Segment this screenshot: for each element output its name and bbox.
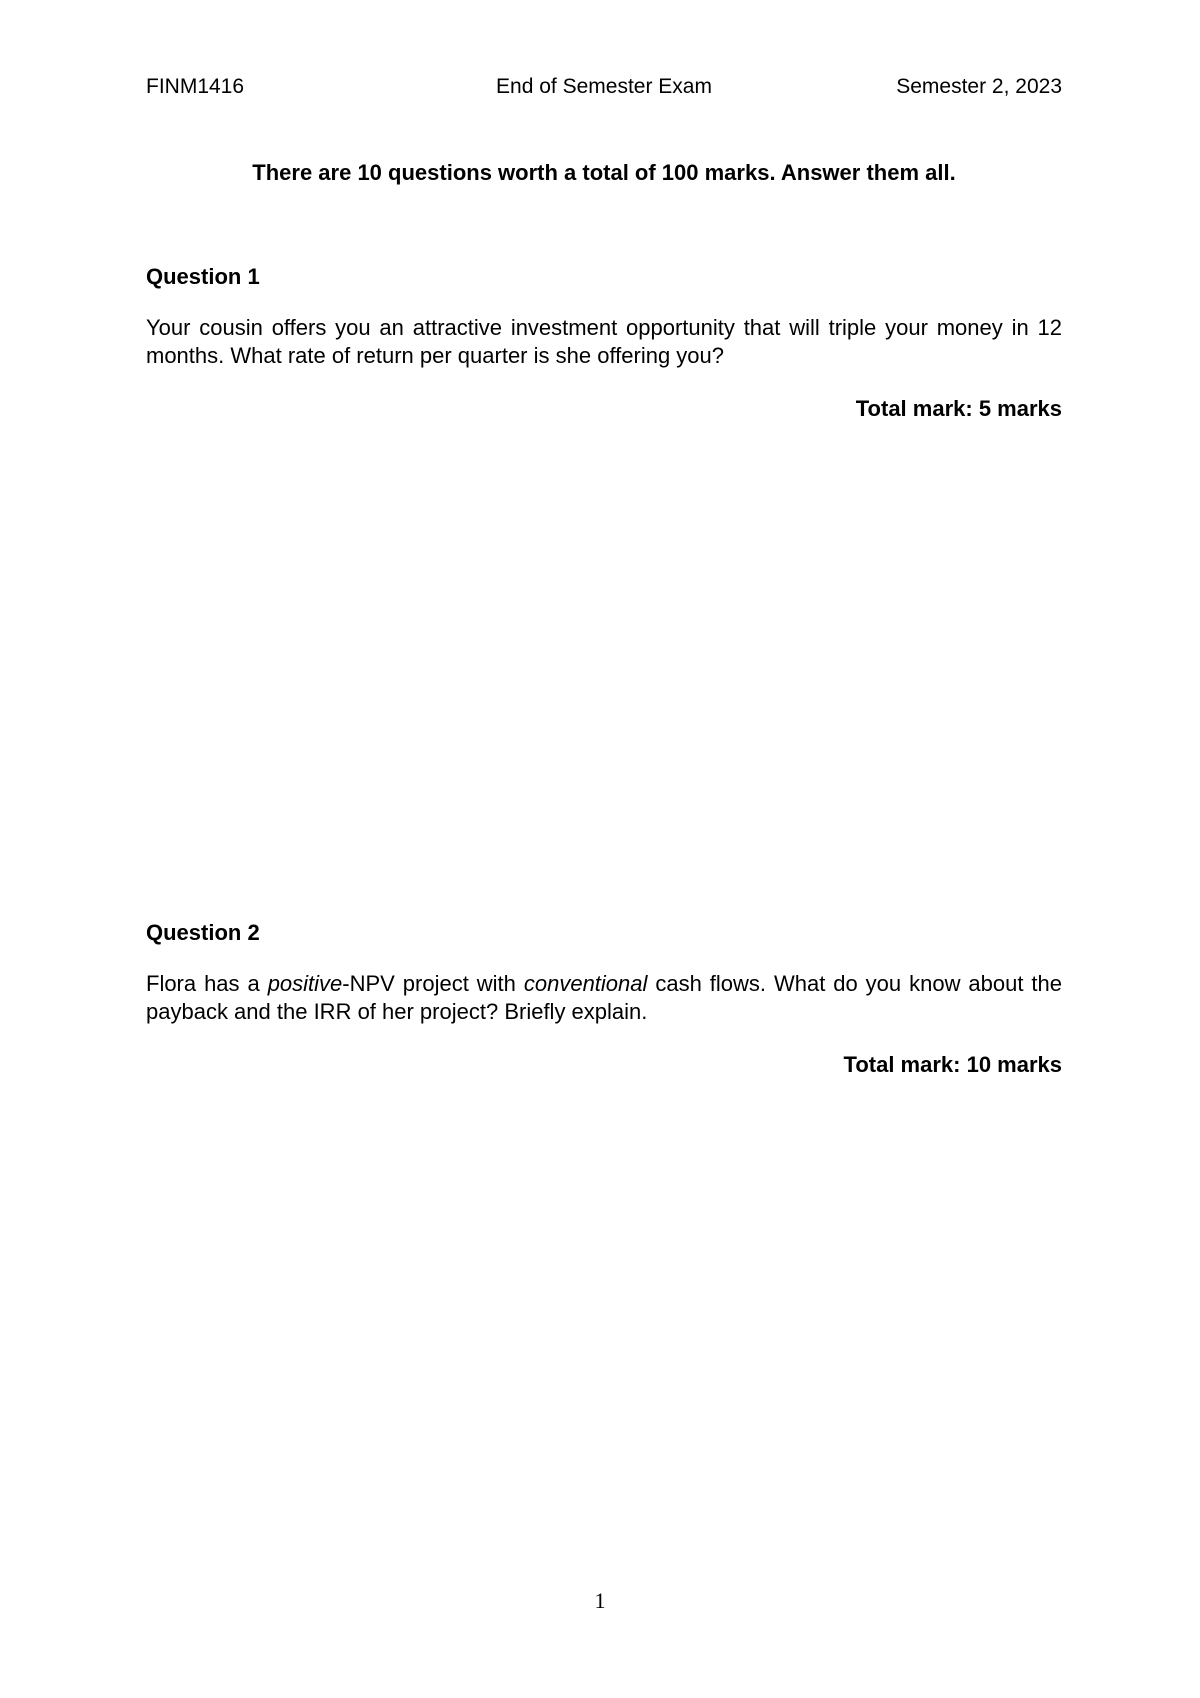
page-header [146, 72, 1062, 102]
question-1-title: Question 1 [146, 264, 260, 289]
question-1-mark: Total mark: 5 marks [855, 396, 1062, 421]
page-number: 1 [594, 1588, 606, 1613]
question-1-body: Your cousin offers you an attractive investment opportunity that will triple your money in 12 months. What rate of return per quarter is she offering you? [146, 315, 1062, 368]
question-2-text-2: -NPV project with [342, 971, 524, 996]
semester-label: Semester 2, 2023 [896, 75, 1062, 98]
exam-instructions: There are 10 questions worth a total of 100 marks. Answer them all. [252, 160, 956, 185]
question-2-mark: Total mark: 10 marks [843, 1052, 1062, 1077]
question-2-title: Question 2 [146, 920, 260, 945]
question-2-body [146, 970, 1062, 1026]
question-2-italic-positive: positive [267, 971, 343, 996]
exam-title: End of Semester Exam [496, 75, 712, 98]
question-2-italic-conventional: conventional [523, 971, 648, 996]
question-2-text-1: Flora has a [146, 971, 268, 996]
course-code: FINM1416 [146, 75, 245, 98]
question-2-text-3: cash flows. What do you know about the payback and the IRR of her project? Briefly explain. [146, 971, 1063, 1024]
